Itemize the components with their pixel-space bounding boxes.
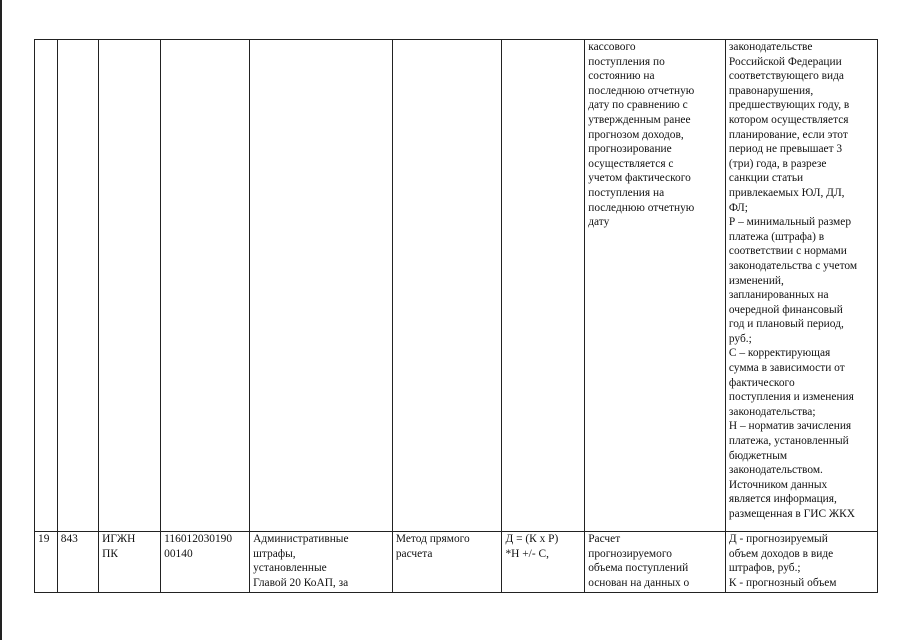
text-line: соответствии с нормами — [728, 245, 847, 258]
text-line: основан на данных о — [588, 576, 690, 589]
cell-method — [392, 40, 502, 532]
text-line: законодательством. — [728, 464, 823, 477]
text-line: дату — [588, 216, 610, 229]
text-line: Расчет — [588, 533, 621, 545]
text-line: Главой 20 КоАП, за — [253, 576, 349, 589]
text-line: Р – минимальный размер — [728, 216, 852, 229]
cell-administrator — [99, 532, 161, 593]
text-line: ФЛ; — [728, 201, 748, 214]
text-line: установленные — [253, 562, 327, 575]
cell-chapter-code: 843 — [57, 532, 98, 593]
cell-formula — [502, 40, 585, 532]
text-line: запланированных на — [728, 289, 829, 302]
cell-description — [725, 40, 877, 532]
text-line: штрафы, — [253, 547, 296, 560]
cell-kbk — [161, 40, 250, 532]
text-line: ИГЖН — [102, 533, 136, 545]
text-line: размещенная в ГИС ЖКХ — [728, 508, 855, 520]
text-line: период не превышает 3 — [728, 143, 843, 156]
text-line: Российской Федерации — [728, 55, 842, 68]
text-line: объем доходов в виде — [728, 547, 834, 560]
text-line: Д - прогнозируемый — [728, 533, 828, 545]
text-line: последнюю отчетную — [588, 84, 695, 97]
text-line: год и плановый период, — [728, 318, 844, 331]
table-row-19 — [35, 532, 878, 593]
scan-left-edge — [0, 0, 2, 640]
text-line: предшествующих году, в — [728, 99, 850, 112]
cell-num — [35, 40, 58, 532]
cell-forecast-method — [392, 532, 502, 593]
text-line: прогнозируемого — [588, 547, 672, 560]
text-line: С – корректирующая — [728, 347, 831, 360]
text-line: осуществляется с — [588, 157, 674, 170]
text-line: платежа, установленный — [728, 435, 849, 448]
cell-revenue-name — [250, 532, 393, 593]
text-line: планирование, если этот — [728, 128, 848, 141]
text-line: прогнозом доходов, — [588, 128, 684, 141]
text-line: Д = (К х Р) — [505, 533, 559, 545]
text-line: прогнозирование — [588, 143, 672, 156]
text-line: состоянию на — [588, 70, 655, 83]
text-line: (три) года, в разрезе — [728, 157, 827, 170]
cell-name — [250, 40, 393, 532]
text-line: бюджетным — [728, 449, 788, 462]
text-line: поступления на — [588, 186, 665, 199]
cell-row-number: 19 — [35, 532, 58, 593]
text-line: фактического — [728, 376, 795, 389]
text-line: расчета — [395, 547, 433, 560]
text-line: Источником данных — [728, 478, 828, 491]
cell-code — [57, 40, 98, 532]
text-line: очередной финансовый — [728, 303, 843, 316]
text-line: является информация, — [728, 493, 837, 506]
text-line: Метод прямого — [395, 533, 470, 545]
cell-formula — [502, 532, 585, 593]
text-line: соответствующего вида — [728, 70, 844, 83]
cell-admin — [99, 40, 161, 532]
cell-calc-algorithm — [585, 532, 726, 593]
text-line: законодательства; — [728, 405, 816, 418]
revenue-forecast-table — [34, 39, 878, 593]
text-line: законодательства с учетом — [728, 259, 858, 272]
text-line: 116012030190 — [164, 533, 233, 545]
cell-kbk-code — [161, 532, 250, 593]
text-line: законодательстве — [728, 41, 813, 53]
text-line: руб.; — [728, 332, 752, 345]
text-line: 00140 — [164, 547, 193, 560]
text-line: последнюю отчетную — [588, 201, 695, 214]
text-line: учетом фактического — [588, 172, 691, 185]
text-line: санкции статьи — [728, 172, 804, 185]
text-line: привлекаемых ЮЛ, ДЛ, — [728, 186, 845, 199]
text-line: ПК — [102, 547, 118, 560]
text-line: котором осуществляется — [728, 113, 849, 126]
text-line: поступления и изменения — [728, 391, 854, 404]
text-line: Н – норматив зачисления — [728, 420, 852, 433]
text-line: правонарушения, — [728, 84, 814, 97]
text-line: утвержденным ранее — [588, 113, 691, 126]
cell-calc-method — [585, 40, 726, 532]
text-line: кассового — [588, 41, 636, 53]
table-row-continuation — [35, 40, 878, 532]
text-line: К - прогнозный объем — [728, 576, 837, 589]
text-line: сумма в зависимости от — [728, 362, 845, 375]
cell-indicator-description — [725, 532, 877, 593]
text-line: дату по сравнению с — [588, 99, 688, 112]
text-line: штрафов, руб.; — [728, 562, 801, 575]
text-line: изменений, — [728, 274, 784, 287]
text-line: Административные — [253, 533, 349, 545]
text-line: *Н +/- С, — [505, 547, 549, 560]
text-line: платежа (штрафа) в — [728, 230, 825, 243]
text-line: поступления по — [588, 55, 665, 68]
text-line: объема поступлений — [588, 562, 689, 575]
